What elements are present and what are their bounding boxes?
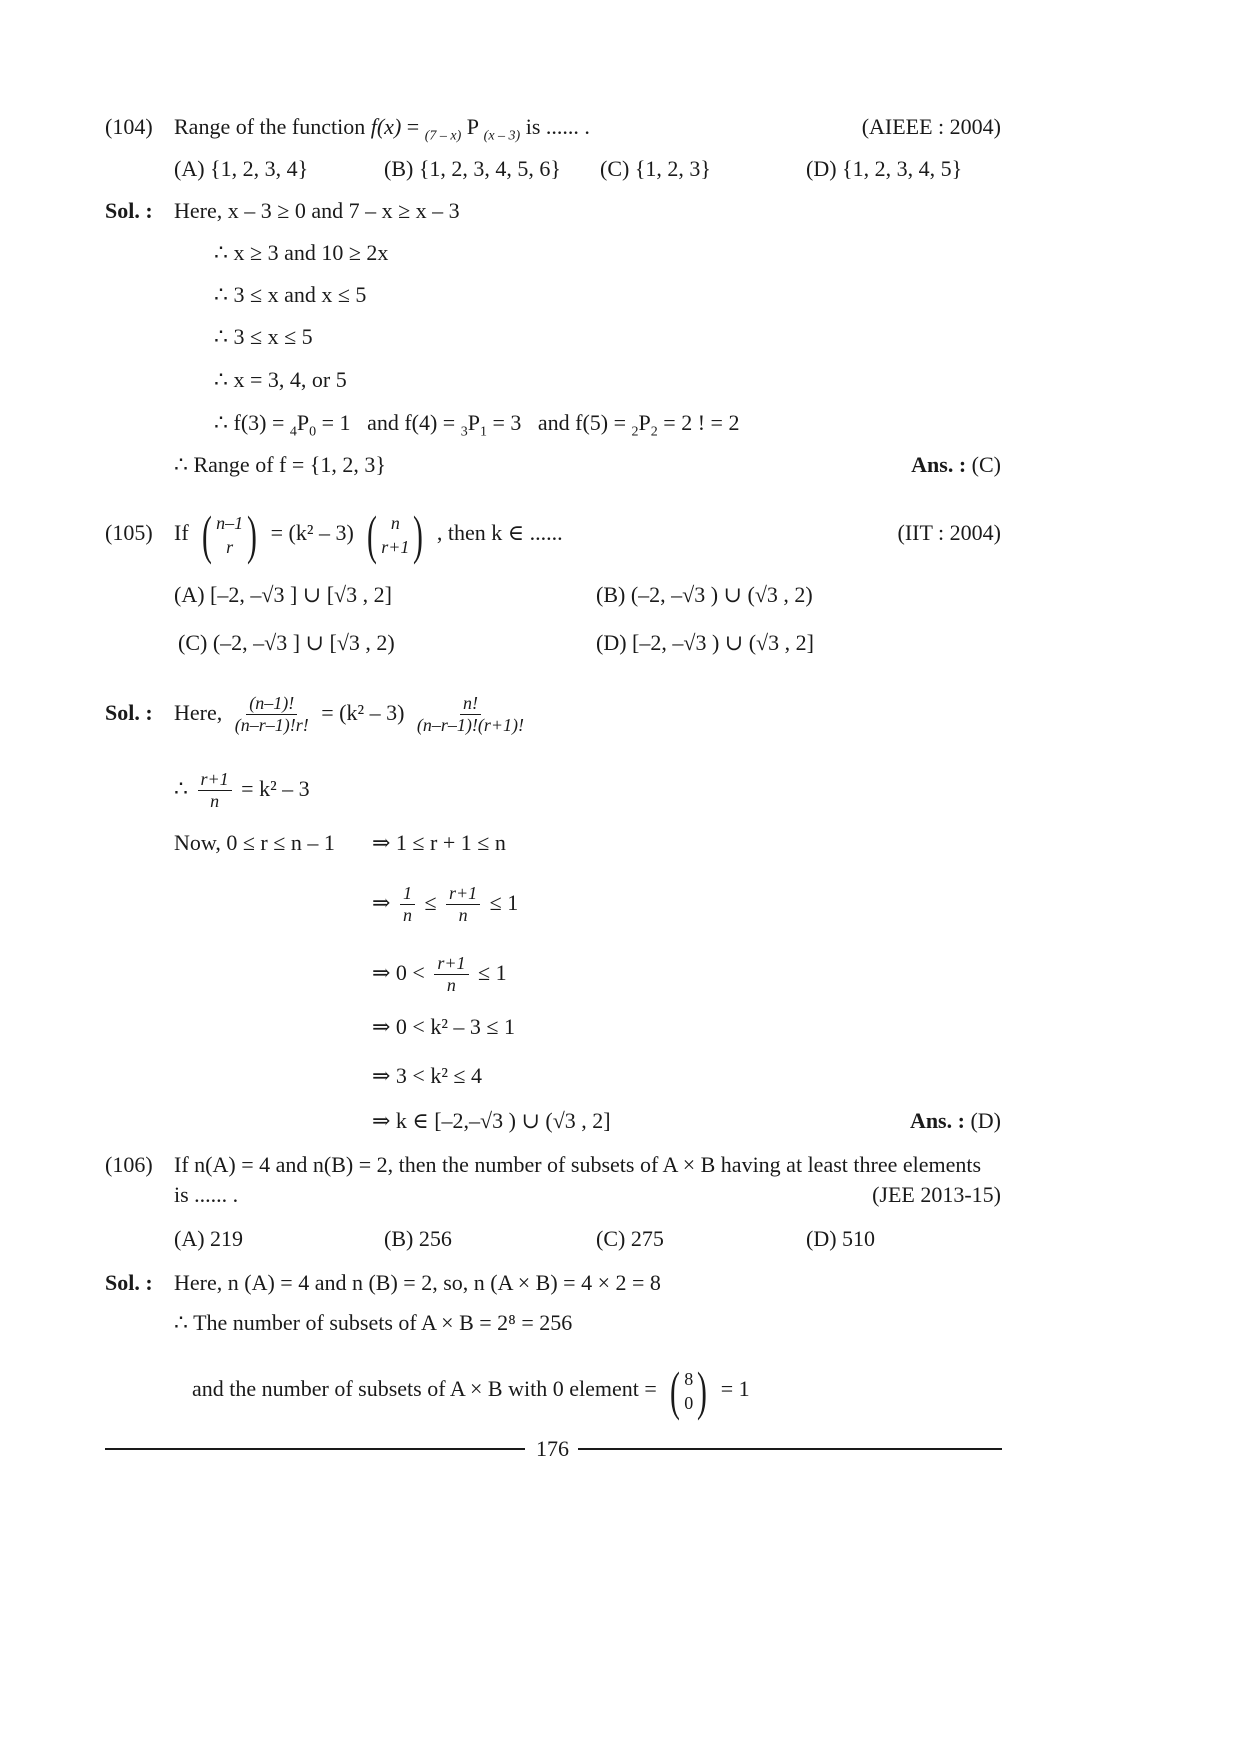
q105-if: If [174,520,189,545]
q104-fx: f(x) [370,114,402,139]
sol104-line-2: ∴ x ≥ 3 and 10 ≥ 2x [214,240,389,265]
q104-number: (104) [105,114,153,139]
q104-option-c: (C) {1, 2, 3} [600,156,711,181]
sol105-step-2-frac-b: $\frac{r+1}{n}$ [446,883,480,926]
q106-number: (106) [105,1152,153,1177]
q105-b2-top: n [390,512,400,533]
sol105-step-3-frac: $\frac{r+1}{n}$ [434,953,468,996]
q105-mid: = (k² – 3) [270,520,354,545]
sol105-eq-1 [174,688,531,738]
q104-option-b: (B) {1, 2, 3, 4, 5, 6} [384,156,561,181]
sol105-label: Sol. : [105,700,153,725]
q105-option-a: (A) [–2, –√3 ] ∪ [√3 , 2] [174,582,392,607]
sol105-answer [910,1108,1001,1134]
sol104-f3: ∴ f(3) = [214,410,285,435]
q104-pre-sub: (7 – x) [424,128,462,144]
footer-rule-right [578,1448,1002,1450]
q105-source: (IIT : 2004) [897,520,1001,545]
q104-stem-b: is ...... . [525,114,590,139]
sol105-step-2-frac-a: $\frac{1}{n}$ [400,883,415,926]
q106-option-d: (D) 510 [806,1226,876,1251]
q104-stem [174,114,590,149]
q105-tail: , then k ∈ ...... [436,520,563,545]
q104-post-sub: (x – 3) [483,128,521,144]
sol106-label: Sol. : [105,1270,153,1295]
q105-b2-bot: r+1 [381,536,410,557]
q106-source: (JEE 2013-15) [872,1182,1001,1207]
sol104-values: ∴ $f(3) = _4P_0 = 1$ and $f(4) = _3P_1 = 3$ and $f(5) = _2P_2 = 2$ ! = 2 [214,410,740,440]
sol105-step-1: ⇒ 1 ≤ r + 1 ≤ n [372,830,506,855]
q106-line-2: is ...... . [174,1182,239,1207]
sol105-here: Here, [174,700,223,725]
sol105-step-6: ⇒ k ∈ [–2,–√3 ) ∪ (√3 , 2] [372,1108,611,1133]
sol105-ans: (D) [970,1108,1001,1133]
sol106-line-1: Here, n (A) = 4 and n (B) = 2, so, n (A × B) = 4 × 2 = 8 [174,1270,661,1295]
sol104-f5-val: = 2 ! = 2 [663,410,740,435]
sol104-line-5: ∴ x = 3, 4, or 5 [214,367,347,392]
sol104-line-4: ∴ 3 ≤ x ≤ 5 [214,324,313,349]
q105-binom-1: ( n–1 r ) [202,504,258,565]
q104-option-d: (D) {1, 2, 3, 4, 5} [806,156,963,181]
sol104-line-3: ∴ 3 ≤ x and x ≤ 5 [214,282,367,307]
sol106-binom: ( 8 0 ) [670,1360,708,1421]
q105-option-b: (B) (–2, –√3 ) ∪ (√3 , 2) [596,582,813,607]
q104-eq: = [406,114,420,139]
sol105-step-2: ⇒ $\frac{1}{n}$ ≤ $\frac{r+1}{n}$ ≤ 1 [372,883,519,926]
q105-stem [174,500,563,566]
sol104-ans-label: Ans. : [911,452,967,477]
sol105-now: Now, 0 ≤ r ≤ n – 1 [174,830,335,855]
q104-P: P [466,114,479,139]
sol105-step-5: ⇒ 3 < k² ≤ 4 [372,1063,483,1088]
q105-b1-top: n–1 [216,512,244,533]
sol105-eq-2 [174,764,310,814]
q105-number: (105) [105,520,153,545]
q106-option-a: (A) 219 [174,1226,244,1251]
sol104-answer [911,452,1001,478]
sol104-f3-val: = 1 [321,410,351,435]
sol105-frac-1: $\frac{(n-1)!}{(n-r-1)!r!}$ [234,693,309,736]
q104-stem-a: Range of the function [174,114,366,139]
q104-source: (AIEEE : 2004) [861,114,1001,139]
q105-binom-2: ( n r+1 ) [367,504,424,565]
sol104-line-1: Here, x – 3 ≥ 0 and 7 – x ≥ x – 3 [174,198,460,223]
sol105-ans-label: Ans. : [909,1108,965,1133]
sol104-ans: (C) [971,452,1001,477]
footer-rule-left [105,1448,525,1450]
q106-option-b: (B) 256 [384,1226,452,1251]
sol105-step-3: ⇒ 0 < $\frac{r+1}{n}$ ≤ 1 [372,953,507,996]
sol105-mid: = (k² – 3) [321,700,405,725]
sol105-step-4: ⇒ 0 < k² – 3 ≤ 1 [372,1014,516,1039]
sol104-label: Sol. : [105,198,153,223]
sol104-f4-val: = 3 [492,410,522,435]
sol106-line-3: and the number of subsets of A × B with 0 element = ( 8 0 ) = 1 [192,1360,750,1421]
sol105-f3-rhs: = k² – 3 [241,776,310,801]
q105-b1-bot: r [226,536,234,557]
sol104-f5: and f(5) = [537,410,627,435]
q106-line-1: If n(A) = 4 and n(B) = 2, then the number of subsets of A × B having at least three elements [174,1152,982,1177]
q106-option-c: (C) 275 [596,1226,664,1251]
sol105-frac-2: $\frac{n!}{(n-r-1)!(r+1)!}$ [416,693,525,736]
sol104-range: ∴ Range of f = {1, 2, 3} [174,452,386,477]
sol105-frac-3: $\frac{r+1}{n}$ [198,769,232,812]
page-number: 176 [536,1436,569,1461]
q105-option-c: (C) (–2, –√3 ] ∪ [√3 , 2) [178,630,395,655]
sol105-therefore: ∴ [174,776,188,801]
sol106-line-2: ∴ The number of subsets of A × B = 2⁸ = 256 [174,1310,573,1335]
q105-option-d: (D) [–2, –√3 ) ∪ (√3 , 2] [596,630,814,655]
q104-option-a: (A) {1, 2, 3, 4} [174,156,309,181]
sol104-f4: and f(4) = [367,410,456,435]
